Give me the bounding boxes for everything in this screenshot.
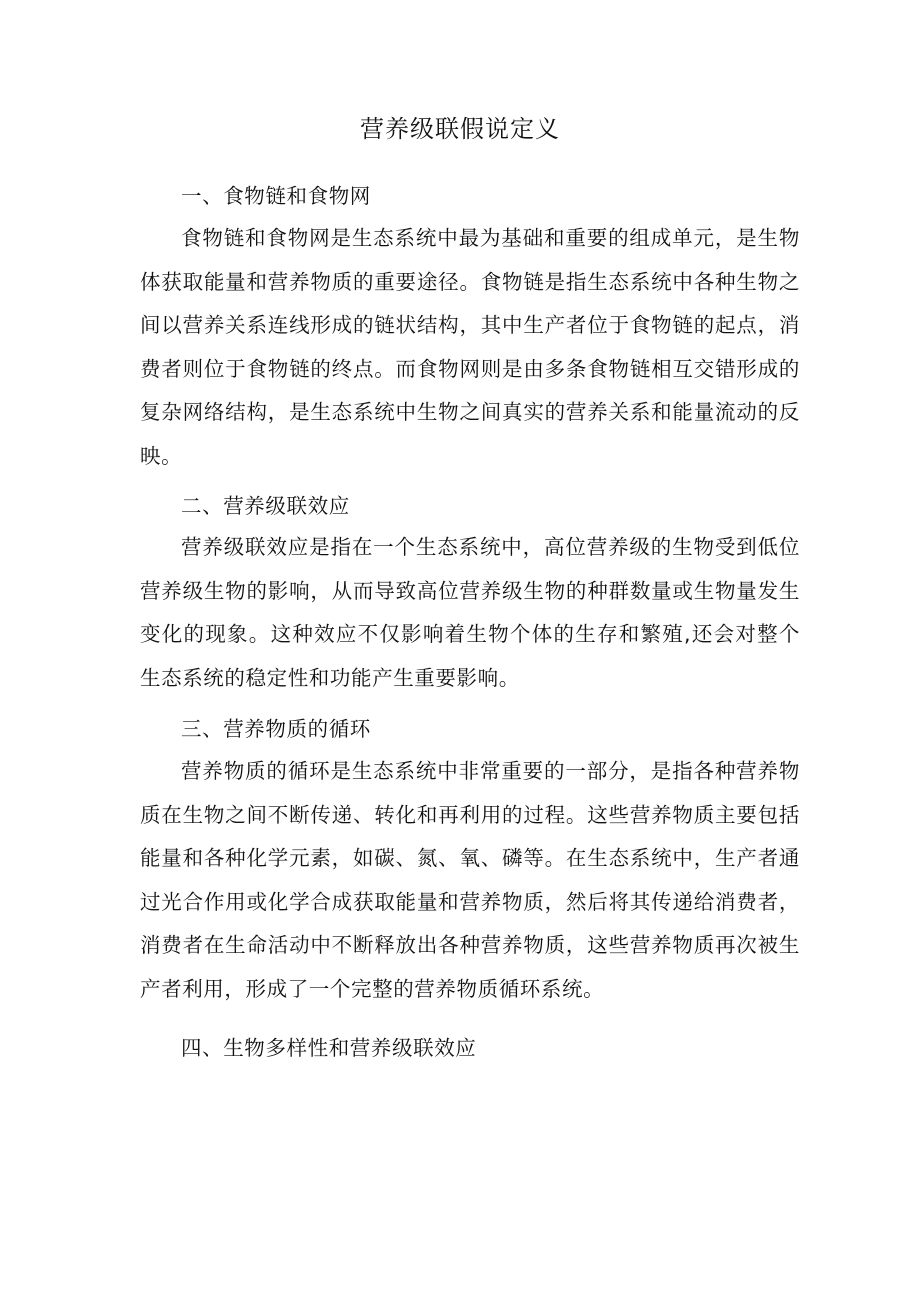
document-title: 营养级联假说定义 — [360, 115, 560, 143]
section-body-3: 营养物质的循环是生态系统中非常重要的一部分，是指各种营养物质在生物之间不断传递、转化和再利用的过程。这些营养物质主要包括能量和各种化学元素，如碳、氮、氧、磷等。在生态系统中，生产者通过光合作用或化学合成获取能量和营养物质，然后将其传递给消费者，消费者在生命活动中不断释放出各种营养物质，这些营养物质再次被生产者利用，形成了一个完整的营养物质循环系统。 — [140, 759, 800, 1001]
section-body-2: 营养级联效应是指在一个生态系统中，高位营养级的生物受到低位营养级生物的影响，从而导致高位营养级生物的种群数量或生物量发生变化的现象。这种效应不仅影响着生物个体的生存和繁殖,还会对整个生态系统的稳定性和功能产生重要影响。 — [140, 535, 800, 690]
section-heading-1: 一、食物链和食物网 — [181, 184, 371, 208]
section-heading-4: 四、生物多样性和营养级联效应 — [181, 1036, 477, 1060]
section-heading-2: 二、营养级联效应 — [181, 494, 350, 518]
section-heading-3: 三、营养物质的循环 — [181, 717, 371, 741]
section-body-1: 食物链和食物网是生态系统中最为基础和重要的组成单元，是生物体获取能量和营养物质的重要途径。食物链是指生态系统中各种生物之间以营养关系连线形成的链状结构，其中生产者位于食物链的起点，消费者则位于食物链的终点。而食物网则是由多条食物链相互交错形成的复杂网络结构，是生态系统中生物之间真实的营养关系和能量流动的反映。 — [140, 226, 800, 468]
